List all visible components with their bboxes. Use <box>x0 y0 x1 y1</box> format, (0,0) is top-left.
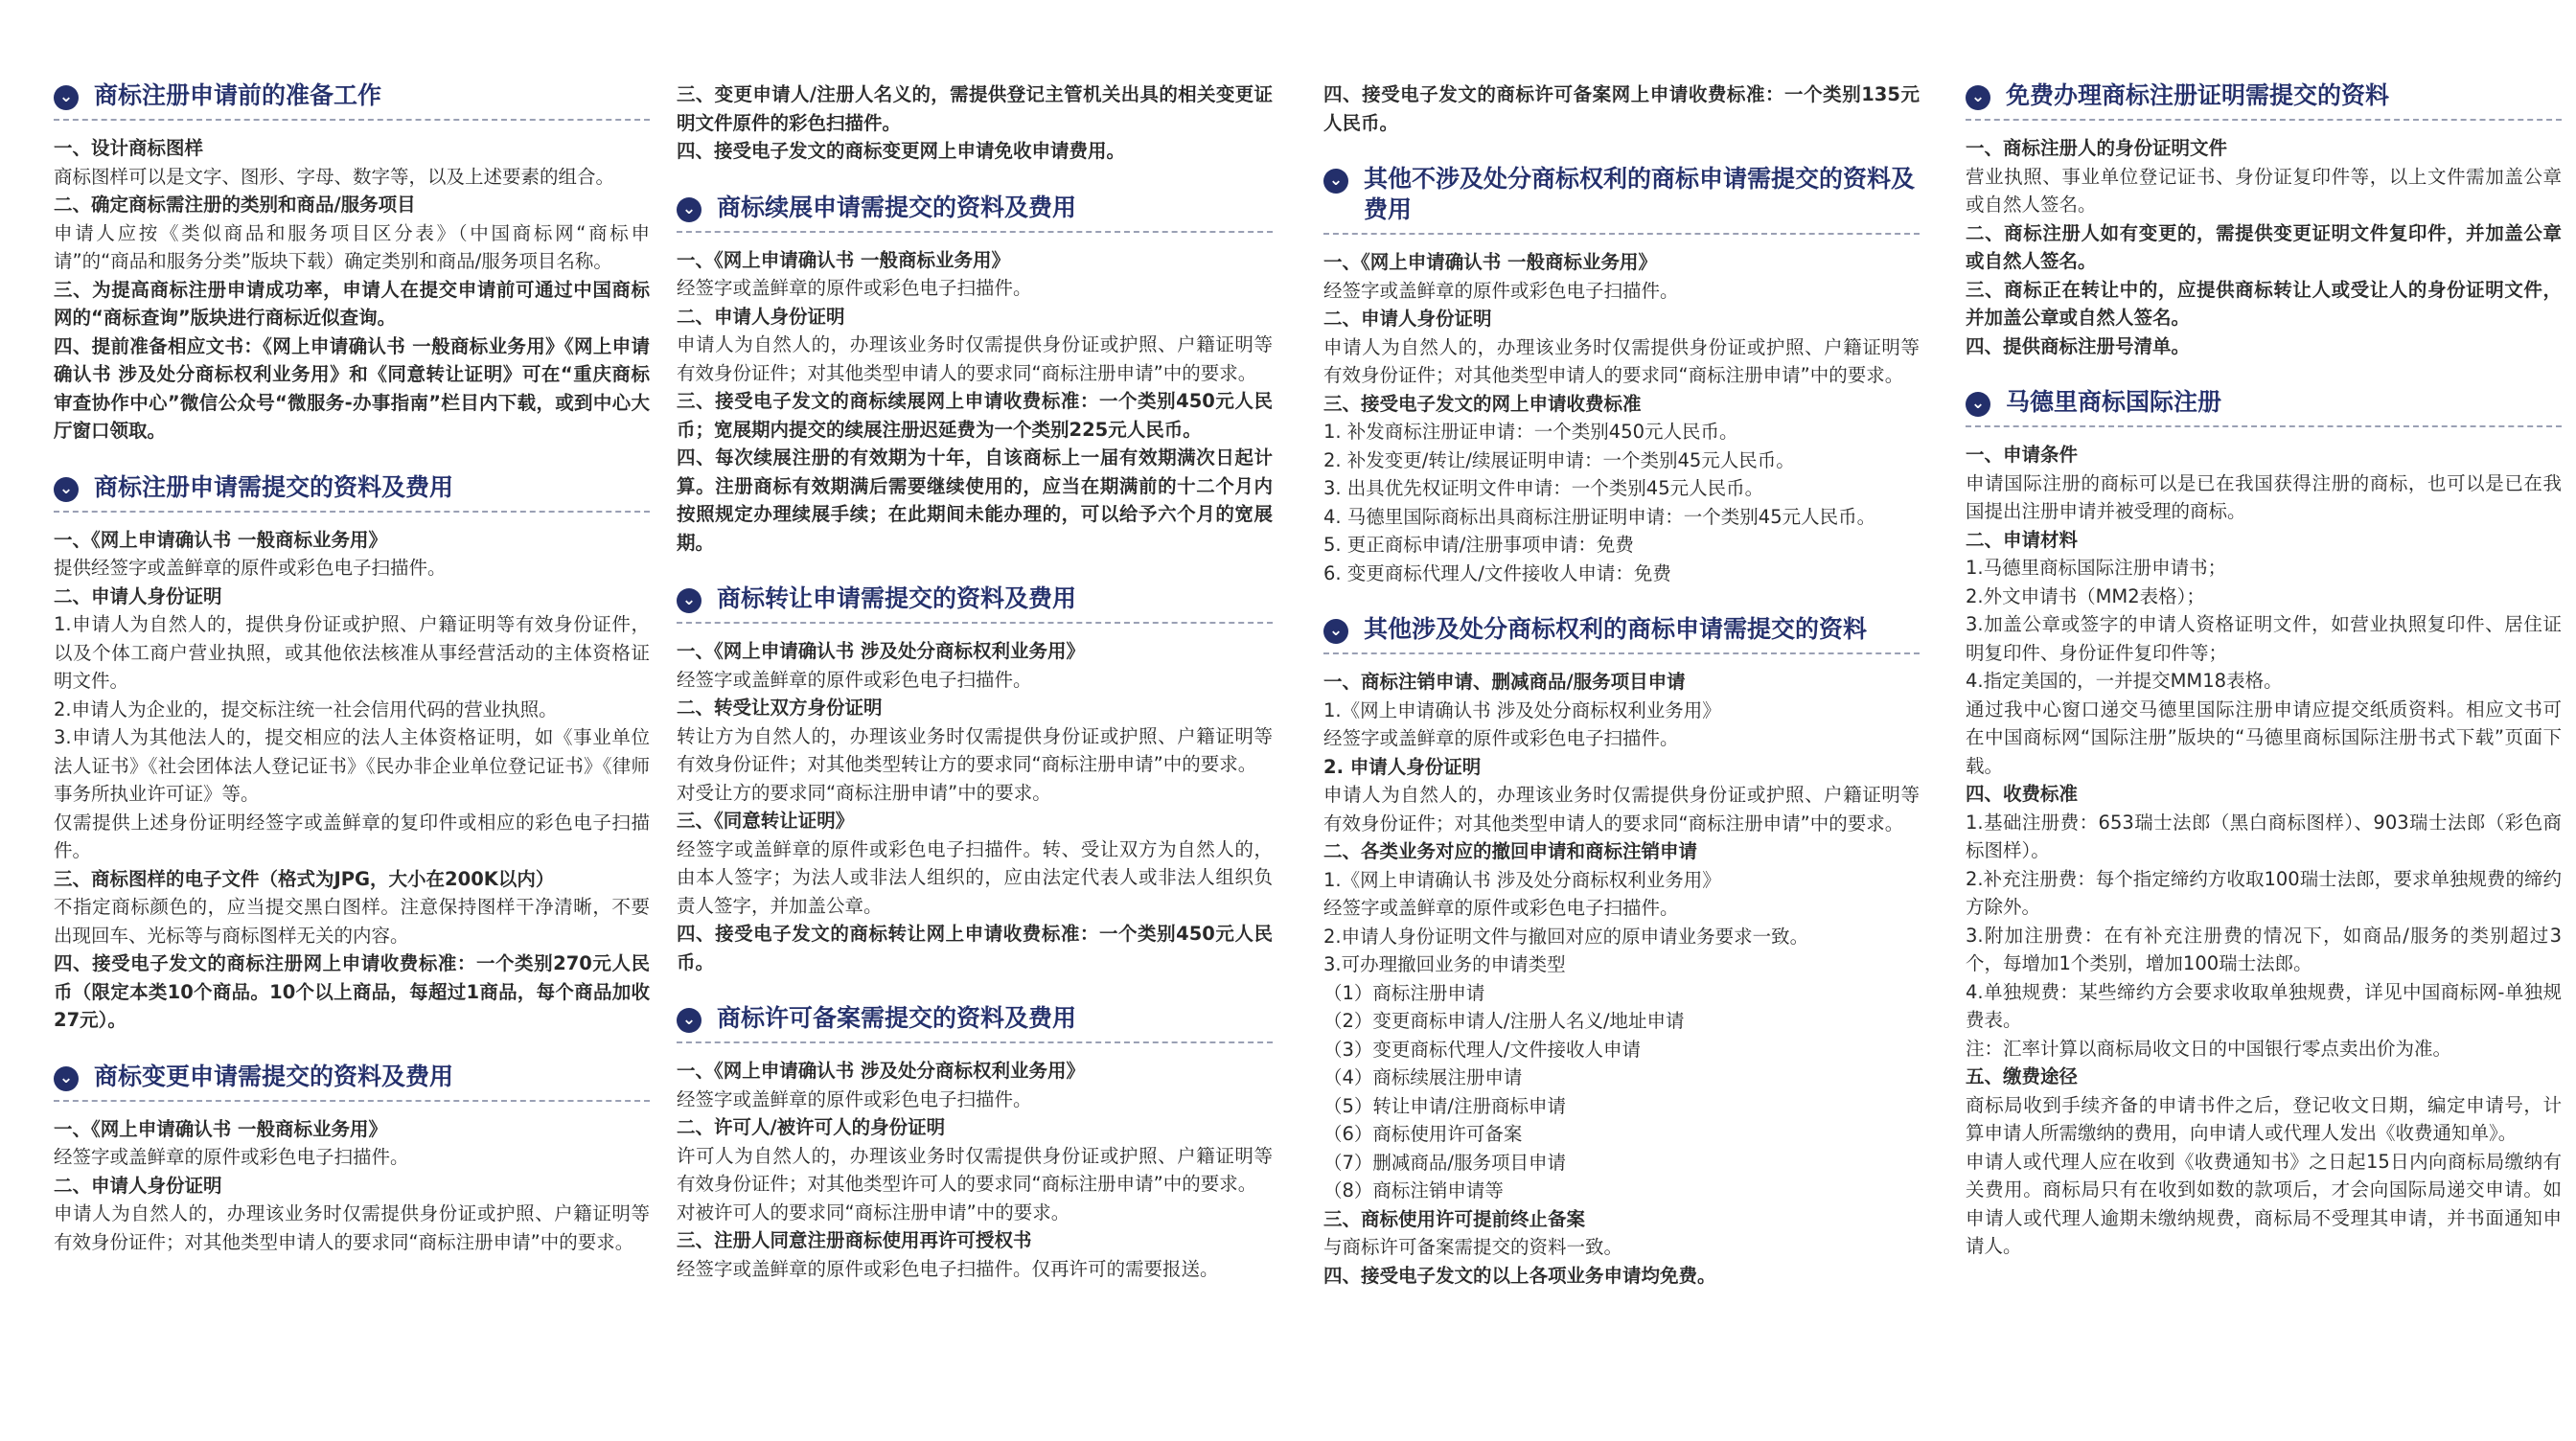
chevron-down-circle-icon: ⌄ <box>54 85 79 110</box>
item-text: 5. 更正商标申请/注册事项申请：免费 <box>1323 534 1634 556</box>
item-heading: 一、《网上申请确认书 一般商标业务用》 <box>54 1117 388 1140</box>
item-heading: 一、《网上申请确认书 涉及处分商标权利业务用》 <box>677 640 1086 662</box>
section-header <box>1966 80 2562 121</box>
item-text: （4）商标续展注册申请 <box>1323 1066 1523 1088</box>
item-text: 提供经签字或盖鲜章的原件或彩色电子扫描件。 <box>54 557 447 579</box>
item-text: 4.单独规费：某些缔约方会要求收取单独规费，详见中国商标网-单独规费表。 <box>1966 980 2562 1031</box>
item-text: 营业执照、事业单位登记证书、身份证复印件等，以上文件需加盖公章或自然人签名。 <box>1966 165 2562 216</box>
item-text: 经签字或盖鲜章的原件或彩色电子扫描件。转、受让双方为自然人的，由本人签字；为法人或非法人组织的，应由法定代表人或非法人组织负责人签字，并加盖公章。 <box>677 837 1273 917</box>
item-heading: 三、商标使用许可提前终止备案 <box>1323 1207 1586 1230</box>
item-text: 经签字或盖鲜章的原件或彩色电子扫描件。 <box>54 1146 409 1168</box>
item-heading: 四、接受电子发文的商标转让网上申请收费标准：一个类别450元人民币。 <box>677 923 1273 973</box>
section <box>677 80 1273 166</box>
section <box>677 583 1273 976</box>
section-title: 其他涉及处分商标权利的商标申请需提交的资料 <box>1364 615 1868 643</box>
section-header <box>1323 614 1920 654</box>
item-text: 经签字或盖鲜章的原件或彩色电子扫描件。 <box>1323 727 1679 749</box>
item-text: （5）转让申请/注册商标申请 <box>1323 1094 1566 1117</box>
item-heading: 三、注册人同意注册商标使用再许可授权书 <box>677 1229 1032 1251</box>
item-text: 转让方为自然人的，办理该业务时仅需提供身份证或护照、户籍证明等有效身份证件；对其他类型转让方的要求同“商标注册申请”中的要求。 <box>677 724 1273 775</box>
item-text: 经签字或盖鲜章的原件或彩色电子扫描件。 <box>1323 279 1679 302</box>
item-heading: 五、缴费途径 <box>1966 1065 2079 1087</box>
item-text: 商标图样可以是文字、图形、字母、数字等，以及上述要素的组合。 <box>54 165 615 188</box>
item-text: 1.《网上申请确认书 涉及处分商标权利业务用》 <box>1323 698 1721 721</box>
chevron-down-circle-icon: ⌄ <box>677 588 702 613</box>
item-heading: 三、接受电子发文的网上申请收费标准 <box>1323 392 1642 415</box>
item-heading: 四、接受电子发文的以上各项业务申请均免费。 <box>1323 1264 1716 1287</box>
chevron-down-circle-icon: ⌄ <box>1323 169 1348 194</box>
item-text: （1）商标注册申请 <box>1323 981 1485 1004</box>
item-text: 经签字或盖鲜章的原件或彩色电子扫描件。仅再许可的需要报送。 <box>677 1257 1219 1280</box>
item-text: 对被许可人的要求同“商标注册申请”中的要求。 <box>677 1201 1070 1224</box>
item-text: 仅需提供上述身份证明经签字或盖鲜章的复印件或相应的彩色电子扫描件。 <box>54 811 650 861</box>
section <box>1966 80 2562 360</box>
item-heading: 三、《同意转让证明》 <box>677 810 855 832</box>
item-text: 3.可办理撤回业务的申请类型 <box>1323 953 1566 975</box>
section-title: 商标转让申请需提交的资料及费用 <box>717 584 1077 612</box>
item-text: 通过我中心窗口递交马德里国际注册申请应提交纸质资料。相应文书可在中国商标网“国际注册”版块的“马德里商标国际注册书式下载”页面下载。 <box>1966 698 2562 777</box>
item-text: 申请人或代理人应在收到《收费通知书》之日起15日内向商标局缴纳有关费用。商标局只有在收到如数的款项后，才会向国际局递交申请。如申请人或代理人逾期未缴纳规费，商标局不受理其申请，并书面通知申请人。 <box>1966 1150 2562 1257</box>
chevron-down-circle-icon: ⌄ <box>54 1066 79 1091</box>
item-text: 许可人为自然人的，办理该业务时仅需提供身份证或护照、户籍证明等有效身份证件；对其他类型许可人的要求同“商标注册申请”中的要求。 <box>677 1144 1273 1195</box>
item-text: （3）变更商标代理人/文件接收人申请 <box>1323 1038 1641 1061</box>
section-title: 马德里商标国际注册 <box>2006 388 2222 416</box>
item-text: 1.申请人为自然人的，提供身份证或护照、户籍证明等有效身份证件，以及个体工商户营业执照，或其他依法核准从事经营活动的主体资格证明文件。 <box>54 613 650 692</box>
item-heading: 一、申请条件 <box>1966 444 2079 466</box>
item-heading: 四、提供商标注册号清单。 <box>1966 334 2191 357</box>
item-heading: 一、《网上申请确认书 一般商标业务用》 <box>54 528 388 551</box>
item-text: 经签字或盖鲜章的原件或彩色电子扫描件。 <box>677 1087 1032 1110</box>
item-text: 申请人为自然人的，办理该业务时仅需提供身份证或护照、户籍证明等有效身份证件；对其他类型申请人的要求同“商标注册申请”中的要求。 <box>677 333 1273 384</box>
section <box>677 1003 1273 1283</box>
section <box>1323 164 1920 587</box>
item-heading: 四、收费标准 <box>1966 783 2079 805</box>
item-text: 2.申请人为企业的，提交标注统一社会信用代码的营业执照。 <box>54 698 558 720</box>
item-text: 2.补充注册费：每个指定缔约方收取100瑞士法郎，要求单独规费的缔约方除外。 <box>1966 867 2562 918</box>
item-text: 6. 变更商标代理人/文件接收人申请：免费 <box>1323 561 1671 584</box>
item-heading: 一、商标注销申请、删减商品/服务项目申请 <box>1323 671 1686 693</box>
item-text: 与商标许可备案需提交的资料一致。 <box>1323 1236 1623 1258</box>
section-title: 其他不涉及处分商标权利的商标申请需提交的资料及费用 <box>1364 165 1916 223</box>
section <box>54 1062 650 1257</box>
column-4 <box>1966 80 2562 1288</box>
item-heading: 一、《网上申请确认书 涉及处分商标权利业务用》 <box>677 1060 1086 1082</box>
item-heading: 一、商标注册人的身份证明文件 <box>1966 137 2228 159</box>
item-heading: 一、设计商标图样 <box>54 137 204 159</box>
chevron-down-circle-icon: ⌄ <box>1323 619 1348 644</box>
item-heading: 二、申请人身份证明 <box>1323 308 1492 330</box>
item-text: 申请人为自然人的，办理该业务时仅需提供身份证或护照、户籍证明等有效身份证件；对其他类型申请人的要求同“商标注册申请”中的要求。 <box>1323 335 1920 386</box>
item-heading: 三、商标图样的电子文件（格式为JPG，大小在200K以内） <box>54 867 555 890</box>
item-text: 4.指定美国的，一并提交MM18表格。 <box>1966 670 2283 692</box>
item-heading: 2. 申请人身份证明 <box>1323 755 1482 778</box>
item-text: 1.《网上申请确认书 涉及处分商标权利业务用》 <box>1323 868 1721 891</box>
item-heading: 二、商标注册人如有变更的，需提供变更证明文件复印件，并加盖公章或自然人签名。 <box>1966 221 2562 272</box>
item-heading: 四、接受电子发文的商标许可备案网上申请收费标准：一个类别135元人民币。 <box>1323 83 1920 134</box>
item-text: 对受让方的要求同“商标注册申请”中的要求。 <box>677 781 1051 804</box>
item-text: 申请人应按《类似商品和服务项目区分表》（中国商标网“商标申请”的“商品和服务分类”版块下载）确定类别和商品/服务项目名称。 <box>54 221 650 272</box>
item-heading: 一、《网上申请确认书 一般商标业务用》 <box>677 248 1011 271</box>
item-text: 4. 马德里国际商标出具商标注册证明申请：一个类别45元人民币。 <box>1323 505 1876 528</box>
section <box>1323 80 1920 137</box>
section-title: 免费办理商标注册证明需提交的资料 <box>2006 81 2390 109</box>
section-title: 商标注册申请前的准备工作 <box>94 81 382 109</box>
item-text: 1.马德里商标国际注册申请书； <box>1966 557 2227 579</box>
item-text: 3.加盖公章或签字的申请人资格证明文件，如营业执照复印件、居住证明复印件、身份证件复印件等； <box>1966 613 2562 664</box>
item-heading: 一、《网上申请确认书 一般商标业务用》 <box>1323 251 1658 273</box>
item-heading: 三、变更申请人/注册人名义的，需提供登记主管机关出具的相关变更证明文件原件的彩色扫描件。 <box>677 83 1273 134</box>
item-text: （8）商标注销申请等 <box>1323 1179 1504 1201</box>
item-heading: 四、提前准备相应文书：《网上申请确认书 一般商标业务用》《网上申请确认书 涉及处分商标权利业务用》和《同意转让证明》可在“重庆商标审查协作中心”微信公众号“微服务-办事指南”栏目内下载，或到中心大厅窗口领取。 <box>54 334 650 442</box>
item-text: 3. 出具优先权证明文件申请：一个类别45元人民币。 <box>1323 477 1764 499</box>
item-text: 1.基础注册费：653瑞士法郎（黑白商标图样）、903瑞士法郎（彩色商标图样）。 <box>1966 811 2562 861</box>
item-heading: 三、接受电子发文的商标续展网上申请收费标准：一个类别450元人民币；宽展期内提交的续展注册迟延费为一个类别225元人民币。 <box>677 390 1273 441</box>
column-2 <box>677 80 1273 1310</box>
chevron-down-circle-icon: ⌄ <box>1966 85 1990 110</box>
section-title: 商标续展申请需提交的资料及费用 <box>717 193 1077 221</box>
item-heading: 二、申请材料 <box>1966 528 2079 551</box>
section-header <box>677 1003 1273 1043</box>
item-text: 申请人为自然人的，办理该业务时仅需提供身份证或护照、户籍证明等有效身份证件；对其他类型申请人的要求同“商标注册申请”中的要求。 <box>1323 784 1920 835</box>
item-heading: 二、转受让双方身份证明 <box>677 697 883 719</box>
section <box>1323 614 1920 1290</box>
item-text: （2）变更商标申请人/注册人名义/地址申请 <box>1323 1010 1685 1032</box>
section-header <box>54 472 650 513</box>
item-text: 3.附加注册费：在有补充注册费的情况下，如商品/服务的类别超过3个，每增加1个类别，增加100瑞士法郎。 <box>1966 924 2562 974</box>
section <box>54 472 650 1035</box>
section-title: 商标注册申请需提交的资料及费用 <box>94 472 454 501</box>
chevron-down-circle-icon: ⌄ <box>54 477 79 502</box>
column-3 <box>1323 80 1920 1316</box>
item-text: 申请国际注册的商标可以是已在我国获得注册的商标，也可以是已在我国提出注册申请并被受理的商标。 <box>1966 471 2562 522</box>
item-heading: 二、各类业务对应的撤回申请和商标注销申请 <box>1323 840 1698 862</box>
item-text: （6）商标使用许可备案 <box>1323 1123 1523 1145</box>
item-heading: 三、商标正在转让中的，应提供商标转让人或受让人的身份证明文件，并加盖公章或自然人签名。 <box>1966 278 2562 329</box>
item-heading: 四、接受电子发文的商标注册网上申请收费标准：一个类别270元人民币（限定本类10个商品。10个以上商品，每超过1商品，每个商品加收27元）。 <box>54 952 650 1031</box>
section-title: 商标变更申请需提交的资料及费用 <box>94 1062 454 1090</box>
column-1 <box>54 80 650 1283</box>
section <box>1966 387 2562 1261</box>
item-text: 2.申请人身份证明文件与撤回对应的原申请业务要求一致。 <box>1323 925 1809 948</box>
section-header <box>1966 387 2562 427</box>
item-heading: 二、确定商标需注册的类别和商品/服务项目 <box>54 194 416 216</box>
item-text: 2. 补发变更/转让/续展证明申请：一个类别45元人民币。 <box>1323 448 1795 471</box>
section <box>677 193 1273 558</box>
item-text: 申请人为自然人的，办理该业务时仅需提供身份证或护照、户籍证明等有效身份证件；对其他类型申请人的要求同“商标注册申请”中的要求。 <box>54 1202 650 1253</box>
item-text: 经签字或盖鲜章的原件或彩色电子扫描件。 <box>1323 897 1679 919</box>
section <box>54 80 650 446</box>
item-text: 经签字或盖鲜章的原件或彩色电子扫描件。 <box>677 668 1032 691</box>
chevron-down-circle-icon: ⌄ <box>677 197 702 222</box>
item-text: 经签字或盖鲜章的原件或彩色电子扫描件。 <box>677 277 1032 299</box>
item-text: 2.外文申请书（MM2表格）； <box>1966 584 2205 607</box>
item-text: 3.申请人为其他法人的，提交相应的法人主体资格证明，如《事业单位法人证书》《社会团体法人登记证书》《民办非企业单位登记证书》《律师事务所执业许可证》等。 <box>54 726 650 805</box>
item-text: （7）删减商品/服务项目申请 <box>1323 1151 1566 1174</box>
item-heading: 二、申请人身份证明 <box>677 305 845 328</box>
item-text: 商标局收到手续齐备的申请书件之后，登记收文日期，编定申请号，计算申请人所需缴纳的费用，向申请人或代理人发出《收费通知单》。 <box>1966 1093 2562 1144</box>
section-header <box>1323 164 1920 235</box>
item-heading: 四、每次续展注册的有效期为十年，自该商标上一届有效期满次日起计算。注册商标有效期满后需要继续使用的，应当在期满前的十二个月内按照规定办理续展手续；在此期间未能办理的，可以给予六个月的宽展期。 <box>677 446 1273 554</box>
section-header <box>677 193 1273 233</box>
item-text: 注：汇率计算以商标局收文日的中国银行零点卖出价为准。 <box>1966 1037 2452 1060</box>
item-heading: 三、为提高商标注册申请成功率，申请人在提交申请前可通过中国商标网的“商标查询”版块进行商标近似查询。 <box>54 278 650 329</box>
section-header <box>54 1062 650 1102</box>
section-header <box>54 80 650 121</box>
section-title: 商标许可备案需提交的资料及费用 <box>717 1004 1077 1032</box>
item-heading: 二、许可人/被许可人的身份证明 <box>677 1116 946 1138</box>
chevron-down-circle-icon: ⌄ <box>1966 392 1990 417</box>
chevron-down-circle-icon: ⌄ <box>677 1008 702 1033</box>
item-heading: 二、申请人身份证明 <box>54 1174 222 1197</box>
item-heading: 二、申请人身份证明 <box>54 584 222 607</box>
item-heading: 四、接受电子发文的商标变更网上申请免收申请费用。 <box>677 140 1126 162</box>
section-header <box>677 583 1273 624</box>
item-text: 1. 补发商标注册证申请：一个类别450元人民币。 <box>1323 421 1738 443</box>
item-text: 不指定商标颜色的，应当提交黑白图样。注意保持图样干净清晰，不要出现回车、光标等与商标图样无关的内容。 <box>54 896 650 947</box>
